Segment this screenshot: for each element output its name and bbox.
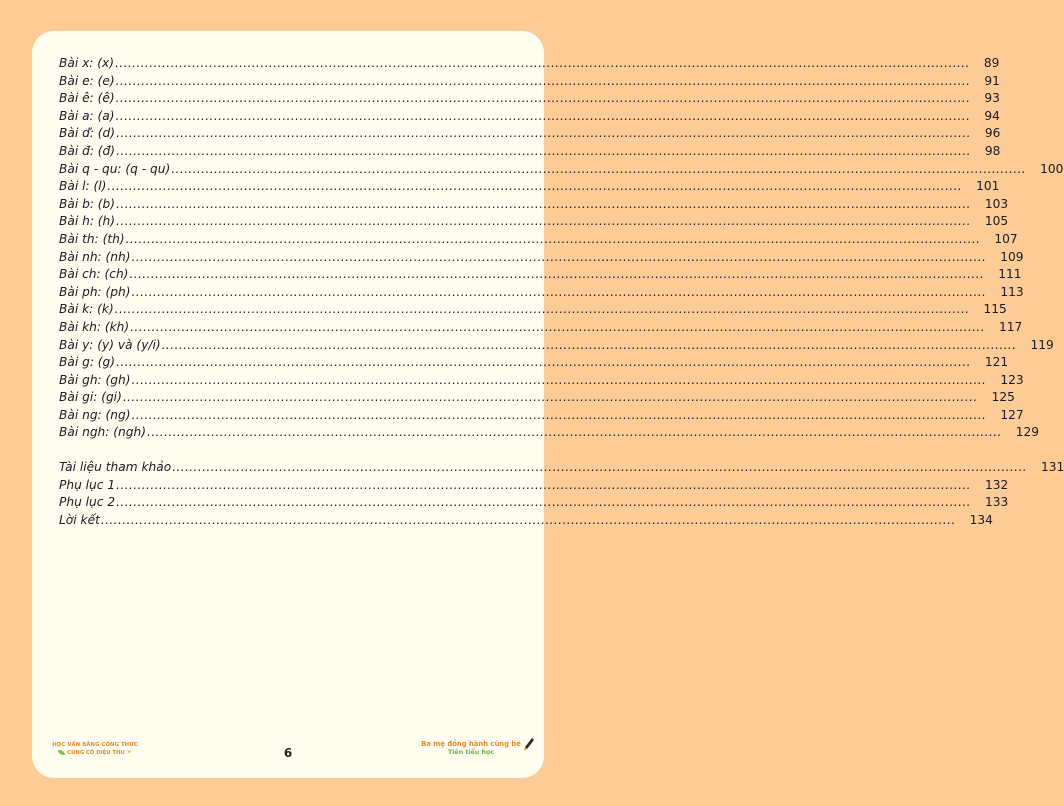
toc-entry-page: 115 <box>983 302 1007 317</box>
dot-leader: ........................................................................................................................................................................................................ <box>116 355 971 370</box>
toc-entry-title: Bài k: (k) <box>59 302 114 317</box>
series-logo <box>47 742 143 756</box>
toc-entry[interactable] <box>59 90 1000 108</box>
pencil-icon <box>523 737 535 753</box>
toc-entry-title: Bài nh: (nh) <box>59 249 131 264</box>
dot-leader: ........................................................................................................................................................................................................ <box>130 319 985 334</box>
dot-leader: ........................................................................................................................................................................................................ <box>107 179 963 194</box>
dot-leader: ........................................................................................................................................................................................................ <box>116 126 971 141</box>
dot-leader: ........................................................................................................................................................................................................ <box>146 425 1002 440</box>
toc-entry-title: Bài ph: (ph) <box>59 284 131 299</box>
toc-entry-page: 89 <box>983 56 1000 70</box>
toc-entry-title: Bài ng: (ng) <box>59 407 131 422</box>
dot-leader: ........................................................................................................................................................................................................ <box>129 267 985 282</box>
dot-leader: ........................................................................................................................................................................................................ <box>131 372 987 387</box>
toc-entry-title: Bài e: (e) <box>59 73 115 88</box>
dot-leader: ........................................................................................................................................................................................................ <box>115 56 970 70</box>
toc-entry[interactable] <box>59 73 1000 91</box>
toc-entry-page: 117 <box>998 319 1023 334</box>
toc-entry-title: Tài liệu tham khảo <box>59 460 172 475</box>
toc-entry[interactable] <box>59 143 1001 161</box>
dot-leader: ........................................................................................................................................................................................................ <box>114 302 970 317</box>
dot-leader: ........................................................................................................................................................................................................ <box>125 231 981 246</box>
toc-entry-page: 127 <box>1000 407 1024 422</box>
dot-leader: ........................................................................................................................................................................................................ <box>100 513 956 528</box>
toc-entry[interactable] <box>59 55 1000 73</box>
toc-entry-page: 129 <box>1015 425 1040 440</box>
toc-entry[interactable] <box>59 494 1009 512</box>
toc-entry-page: 96 <box>984 126 1001 141</box>
toc-entry-title: Bài th: (th) <box>59 231 125 246</box>
toc-entry[interactable] <box>59 266 1022 284</box>
toc-entry-title: Bài gh: (gh) <box>59 372 131 387</box>
dot-leader: ........................................................................................................................................................................................................ <box>116 214 971 229</box>
toc-entry-title: Bài b: (b) <box>59 196 116 211</box>
toc-entry[interactable] <box>59 231 1018 249</box>
toc-entry-page: 113 <box>1000 284 1024 299</box>
toc-entry-title: Bài g: (g) <box>59 355 116 370</box>
page-number: 6 <box>283 746 293 760</box>
toc-entry[interactable] <box>59 161 1064 179</box>
toc-entry-page: 111 <box>998 267 1022 282</box>
dot-leader: ........................................................................................................................................................................................................ <box>116 196 971 211</box>
toc-entry-title: Bài gi: (gi) <box>59 390 122 405</box>
toc-entry[interactable] <box>59 424 1040 442</box>
toc-entry[interactable] <box>59 213 1009 231</box>
dot-leader: ........................................................................................................................................................................................................ <box>131 249 987 264</box>
toc-entry[interactable] <box>59 196 1009 214</box>
toc-entry-title: Bài ngh: (ngh) <box>59 425 146 440</box>
toc-entry[interactable] <box>59 389 1015 407</box>
toc-entry-title: Bài l: (l) <box>59 179 107 194</box>
dot-leader: ........................................................................................................................................................................................................ <box>131 407 987 422</box>
dot-leader: ........................................................................................................................................................................................................ <box>172 460 1027 475</box>
toc-entry-title: Bài x: (x) <box>59 56 115 70</box>
toc-entry[interactable] <box>59 284 1024 302</box>
toc-entry-page: 123 <box>1000 372 1024 387</box>
toc-entry-title: Bài ch: (ch) <box>59 267 129 282</box>
star-icon: ✦ <box>126 749 132 756</box>
toc-entry-title: Bài a: (a) <box>59 108 115 123</box>
toc-entry-title: Bài y: (y) và (y/i) <box>59 337 161 352</box>
book-tagline-line1: Ba mẹ đồng hành cùng bé <box>421 740 521 748</box>
dot-leader: ........................................................................................................................................................................................................ <box>116 495 971 510</box>
toc-entry[interactable] <box>59 125 1001 143</box>
dot-leader: ........................................................................................................................................................................................................ <box>122 390 978 405</box>
page-sheet <box>32 31 1064 778</box>
toc-entry[interactable] <box>59 319 1023 337</box>
toc-entry[interactable] <box>59 337 1054 355</box>
dot-leader: ........................................................................................................................................................................................................ <box>131 284 987 299</box>
toc-entry-page: 131 <box>1041 460 1064 475</box>
toc-entry[interactable] <box>59 354 1009 372</box>
toc-entry-page: 125 <box>991 390 1015 405</box>
toc-entry-title: Bài q - qu: (q - qu) <box>59 161 171 176</box>
book-tagline <box>416 740 526 756</box>
dot-leader: ........................................................................................................................................................................................................ <box>115 91 971 106</box>
toc-entry-page: 98 <box>984 143 1001 158</box>
toc-entry-page: 94 <box>984 108 1000 123</box>
toc-appendix <box>59 459 1064 529</box>
toc-entry[interactable] <box>59 301 1007 319</box>
toc-entry-page: 107 <box>994 231 1018 246</box>
dot-leader: ........................................................................................................................................................................................................ <box>116 143 971 158</box>
toc-entry-page: 101 <box>976 179 1000 194</box>
toc-entry[interactable] <box>59 407 1024 425</box>
toc-entry[interactable] <box>59 178 1000 196</box>
toc-entry-title: Phụ lục 2 <box>59 495 116 510</box>
toc-entry[interactable] <box>59 512 993 530</box>
toc-entry-title: Bài ď: (d) <box>59 126 116 141</box>
toc-entry[interactable] <box>59 477 1009 495</box>
dot-leader: ........................................................................................................................................................................................................ <box>116 477 971 492</box>
dot-leader: ........................................................................................................................................................................................................ <box>115 73 971 88</box>
toc-entry-title: Phụ lục 1 <box>59 477 116 492</box>
toc-entry-page: 103 <box>984 196 1009 211</box>
toc-lessons <box>59 55 1064 442</box>
table-of-contents <box>59 55 1064 530</box>
dot-leader: ........................................................................................................................................................................................................ <box>161 337 1017 352</box>
toc-entry[interactable] <box>59 459 1064 477</box>
series-logo-line1: HỌC VẦN BẰNG CÔNG THỨC <box>52 742 138 748</box>
leaf-icon <box>58 750 65 755</box>
toc-entry-page: 91 <box>984 73 1000 88</box>
toc-entry-page: 109 <box>1000 249 1024 264</box>
toc-entry[interactable] <box>59 372 1024 390</box>
toc-entry[interactable] <box>59 249 1024 267</box>
toc-entry-title: Bài đ: (đ) <box>59 143 116 158</box>
toc-entry-page: 133 <box>984 495 1009 510</box>
book-tagline-line2: Tiền tiểu học <box>447 749 495 756</box>
toc-entry-page: 105 <box>984 214 1009 229</box>
toc-entry-page: 100 <box>1040 161 1064 176</box>
toc-entry[interactable] <box>59 108 1000 126</box>
toc-entry-page: 119 <box>1030 337 1054 352</box>
toc-entry-title: Bài h: (h) <box>59 214 116 229</box>
dot-leader: ........................................................................................................................................................................................................ <box>171 161 1027 176</box>
toc-entry-page: 132 <box>984 477 1009 492</box>
toc-entry-title: Lời kết <box>59 513 100 528</box>
toc-entry-page: 93 <box>984 91 1000 106</box>
toc-entry-title: Bài ê: (ê) <box>59 91 115 106</box>
toc-entry-title: Bài kh: (kh) <box>59 319 130 334</box>
dot-leader: ........................................................................................................................................................................................................ <box>115 108 971 123</box>
toc-entry-page: 121 <box>984 355 1009 370</box>
toc-entry-page: 134 <box>969 513 993 528</box>
series-logo-line2: CÙNG CÔ DIỆU THU <box>67 750 125 756</box>
